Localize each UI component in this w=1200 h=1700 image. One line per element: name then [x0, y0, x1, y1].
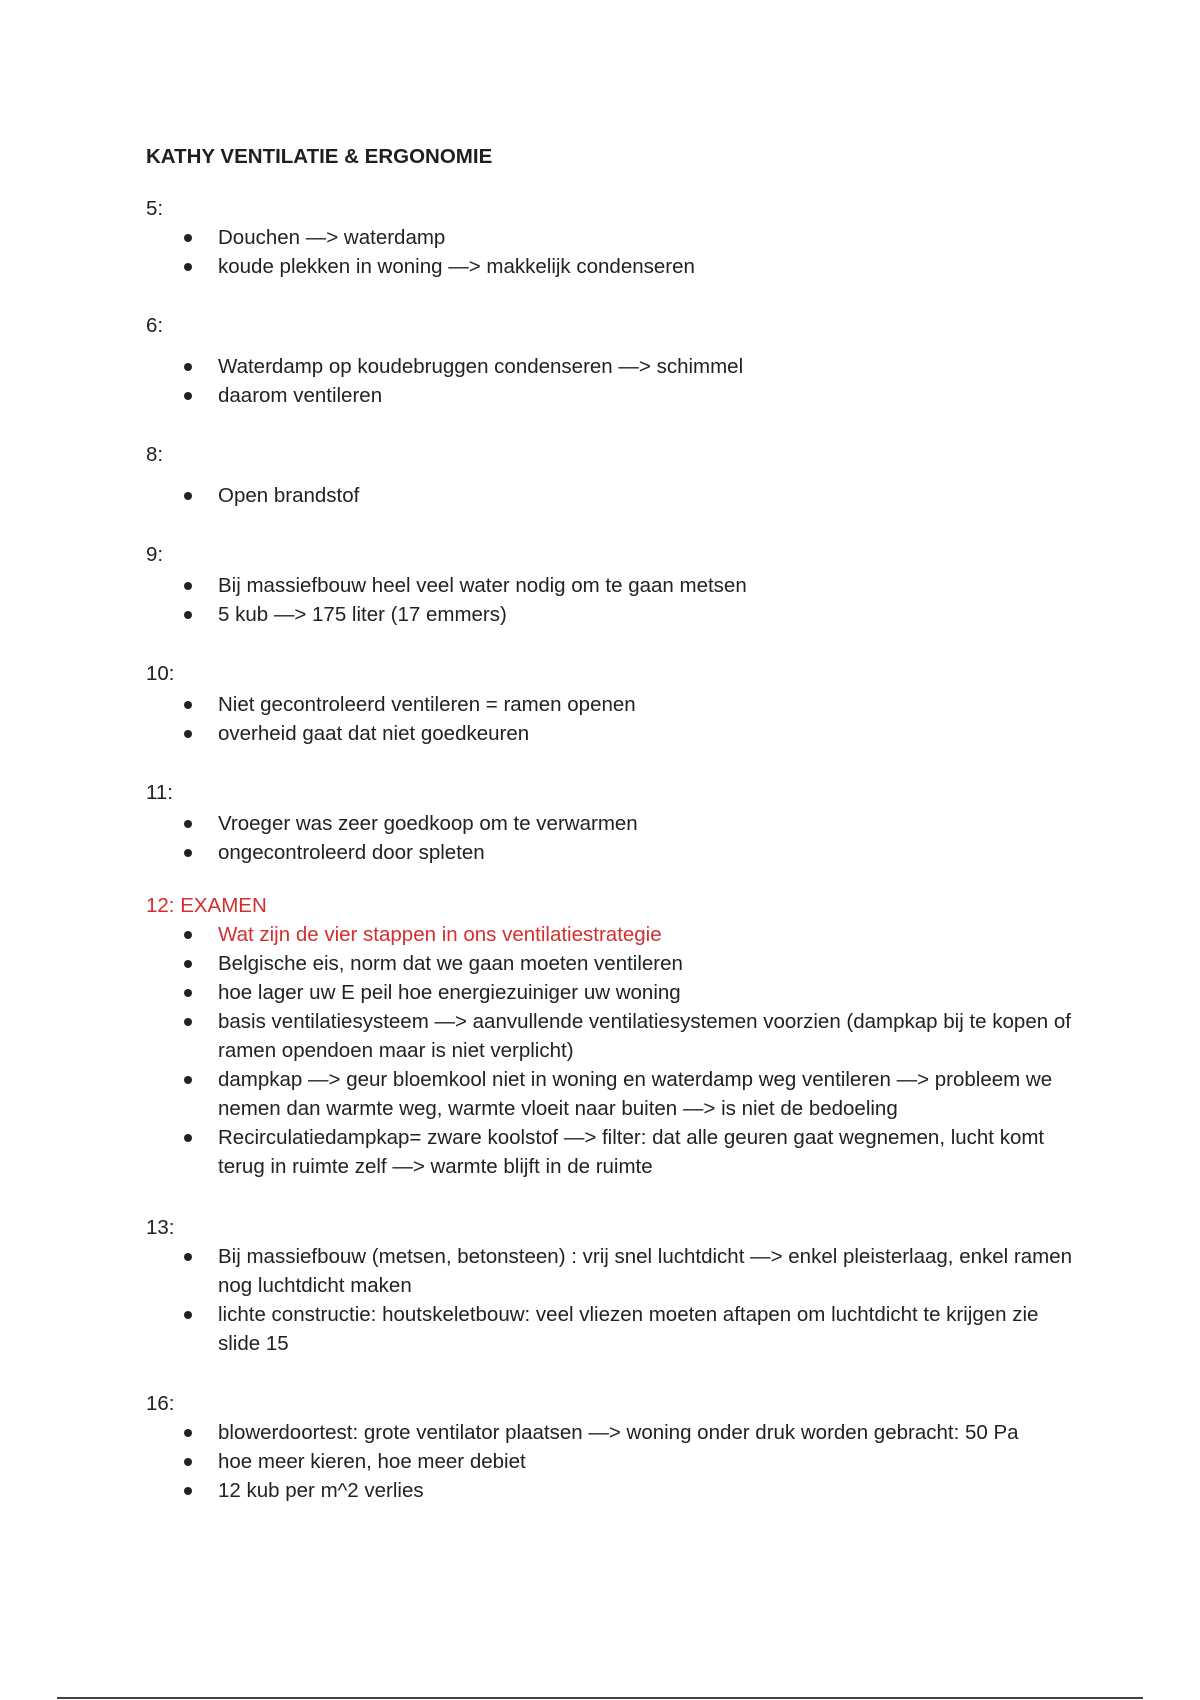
bullet-list	[146, 1242, 1076, 1358]
list-item: dampkap —> geur bloemkool niet in woning en waterdamp weg ventileren —> probleem we nemen dan warmte weg, warmte vloeit naar buiten —> is niet de bedoeling	[146, 1065, 1076, 1123]
bullet-icon	[184, 1134, 192, 1142]
list-item: 12 kub per m^2 verlies	[146, 1476, 1076, 1505]
bullet-list	[146, 481, 1076, 510]
list-item: Open brandstof	[146, 481, 1076, 510]
section-heading: 13:	[146, 1216, 175, 1239]
bullet-icon	[184, 820, 192, 828]
section-heading: 6:	[146, 314, 164, 337]
section-heading-exam: 12: EXAMEN	[146, 894, 267, 917]
section-8	[146, 440, 1076, 510]
bullet-icon	[184, 611, 192, 619]
list-item: 5 kub —> 175 liter (17 emmers)	[146, 600, 1076, 629]
list-item: basis ventilatiesysteem —> aanvullende ventilatiesystemen voorzien (dampkap bij te kopen of ramen opendoen maar is niet verplicht)	[146, 1007, 1076, 1065]
list-item: Bij massiefbouw (metsen, betonsteen) : vrij snel luchtdicht —> enkel pleisterlaag, enkel ramen nog luchtdicht maken	[146, 1242, 1076, 1300]
bullet-list	[146, 571, 1076, 629]
list-item: ongecontroleerd door spleten	[146, 838, 1076, 867]
bullet-icon	[184, 1311, 192, 1319]
list-item: koude plekken in woning —> makkelijk condenseren	[146, 252, 1076, 281]
bullet-icon	[184, 263, 192, 271]
bullet-list	[146, 1418, 1076, 1505]
section-heading: 5:	[146, 197, 164, 220]
section-13	[146, 1213, 1076, 1358]
bullet-icon	[184, 363, 192, 371]
list-item: Bij massiefbouw heel veel water nodig om te gaan metsen	[146, 571, 1076, 600]
bullet-icon	[184, 1487, 192, 1495]
exam-question-item: Wat zijn de vier stappen in ons ventilatiestrategie	[146, 920, 1076, 949]
bullet-icon	[184, 989, 192, 997]
list-item: Recirculatiedampkap= zware koolstof —> filter: dat alle geuren gaat wegnemen, lucht komt terug in ruimte zelf —> warmte blijft in de ruimte	[146, 1123, 1076, 1181]
list-item: hoe lager uw E peil hoe energiezuiniger uw woning	[146, 978, 1076, 1007]
list-item: blowerdoortest: grote ventilator plaatsen —> woning onder druk worden gebracht: 50 Pa	[146, 1418, 1076, 1447]
list-item: lichte constructie: houtskeletbouw: veel vliezen moeten aftapen om luchtdicht te krijgen zie slide 15	[146, 1300, 1076, 1358]
bullet-icon	[184, 392, 192, 400]
section-16	[146, 1389, 1076, 1505]
list-item: daarom ventileren	[146, 381, 1076, 410]
section-heading: 11:	[146, 781, 173, 804]
bullet-icon	[184, 931, 192, 939]
bullet-icon	[184, 234, 192, 242]
section-12-exam	[146, 891, 1076, 1181]
bullet-icon	[184, 1018, 192, 1026]
document-body	[146, 142, 1076, 1535]
bullet-icon	[184, 582, 192, 590]
list-item: hoe meer kieren, hoe meer debiet	[146, 1447, 1076, 1476]
bullet-list	[146, 223, 1076, 281]
bullet-icon	[184, 701, 192, 709]
section-6	[146, 311, 1076, 410]
section-11	[146, 778, 1076, 867]
section-heading: 8:	[146, 443, 164, 466]
bullet-icon	[184, 849, 192, 857]
section-heading: 9:	[146, 543, 164, 566]
bullet-list	[146, 352, 1076, 410]
list-item: Douchen —> waterdamp	[146, 223, 1076, 252]
list-item: overheid gaat dat niet goedkeuren	[146, 719, 1076, 748]
list-item: Belgische eis, norm dat we gaan moeten ventileren	[146, 949, 1076, 978]
bullet-list	[146, 690, 1076, 748]
document-title: KATHY VENTILATIE & ERGONOMIE	[146, 145, 493, 168]
bullet-icon	[184, 492, 192, 500]
section-9	[146, 540, 1076, 629]
bullet-icon	[184, 1076, 192, 1084]
page-bottom-divider	[57, 1697, 1143, 1699]
section-5	[146, 194, 1076, 281]
bullet-icon	[184, 960, 192, 968]
list-item: Vroeger was zeer goedkoop om te verwarmen	[146, 809, 1076, 838]
bullet-icon	[184, 1458, 192, 1466]
list-item: Niet gecontroleerd ventileren = ramen openen	[146, 690, 1076, 719]
section-heading: 10:	[146, 662, 175, 685]
section-heading: 16:	[146, 1392, 175, 1415]
bullet-icon	[184, 1429, 192, 1437]
bullet-icon	[184, 730, 192, 738]
section-10	[146, 659, 1076, 748]
list-item: Waterdamp op koudebruggen condenseren —> schimmel	[146, 352, 1076, 381]
bullet-list	[146, 809, 1076, 867]
bullet-icon	[184, 1253, 192, 1261]
bullet-list	[146, 920, 1076, 1181]
